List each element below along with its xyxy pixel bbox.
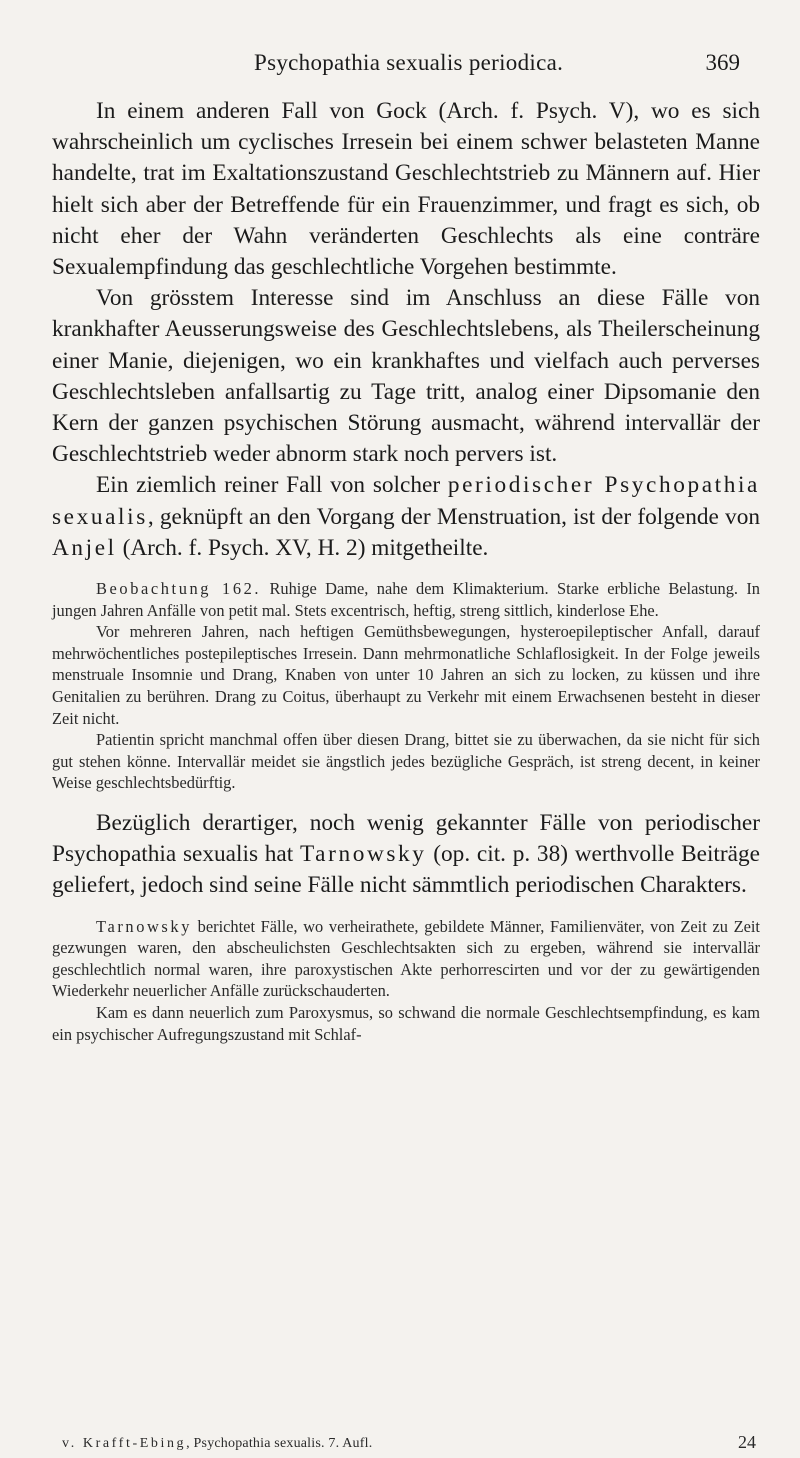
page-number: 369	[705, 50, 740, 75]
observation-behaviour: Patientin spricht manchmal offen über diesen Drang, bittet sie zu überwachen, da sie nicht für sich gut stehen könne. Intervallär meidet sie ängstlich jedes bezügliche Gespräch, ist streng decent, in keiner Weise geschlechtsbedürftig.	[52, 730, 760, 793]
paragraph-anjel-intro: Ein ziemlich reiner Fall von solcher periodischer Psychopathia sexualis, geknüpft an den Vorgang der Menstruation, ist der folgende von Anjel (Arch. f. Psych. XV, H. 2) mitgetheilte.	[52, 472, 760, 561]
observation-intro: Beobachtung 162. Ruhige Dame, nahe dem Klimakterium. Starke erbliche Belastung. In jungen Jahren Anfälle von petit mal. Stets excentrisch, heftig, streng sittlich, kinderlose Ehe.	[52, 579, 760, 620]
tarnowsky-report	[52, 916, 760, 1046]
paragraph-tarnowsky-intro: Bezüglich derartiger, noch wenig gekannter Fälle von periodischer Psychopathia sexualis hat Tarnowsky (op. cit. p. 38) werthvolle Beiträge geliefert, jedoch sind seine Fälle nicht sämmtlich periodischen Charakters.	[52, 809, 760, 899]
observation-label: Beobachtung 162.	[96, 579, 262, 599]
body-text	[52, 96, 760, 1045]
tarnowsky-report-p2: Kam es dann neuerlich zum Paroxysmus, so schwand die normale Geschlechtsempfindung, es kam ein psychischer Aufregungszustand mit Schlaf-	[52, 1002, 760, 1044]
term-psychopathia: periodischer Psychopathia sexualis	[52, 472, 760, 530]
page-footer	[52, 1432, 760, 1456]
observation-history: Vor mehreren Jahren, nach heftigen Gemüthsbewegungen, hysteroepileptischer Anfall, darauf mehrwöchentliches postepileptisches Irresein. Dann mehrmonatliche Schlaflosigkeit. In der Folge jeweils menstruale Insomnie und Drang, Knaben von unter 10 Jahren an sich zu locken, zu küssen und ihre Genitalien zu berühren. Drang zu Coitus, überhaupt zu Verkehr mit einem Erwachsenen besteht in dieser Zeit nicht.	[52, 622, 760, 728]
paragraph-periodic-interest: Von grösstem Interesse sind im Anschluss an diese Fälle von krankhafter Aeusserungsweise des Geschlechtslebens, als Theilerscheinung einer Manie, diejenigen, wo ein krankhaftes und vielfach auch perverses Geschlechtsleben anfallsartig zu Tage tritt, analog einer Dipsomanie den Kern der ganzen psychischen Störung ausmacht, während intervallär der Geschlechtstrieb weder abnorm stark noch pervers ist.	[52, 285, 760, 468]
running-title: Psychopathia sexualis periodica.	[254, 50, 564, 75]
signature-mark: 24	[738, 1432, 756, 1452]
footer-citation: v. Krafft-Ebing, Psychopathia sexualis. 7. Aufl.	[62, 1436, 373, 1451]
paragraph-gock-case: In einem anderen Fall von Gock (Arch. f. Psych. V), wo es sich wahrscheinlich um cyclisches Irresein bei einem schwer belasteten Manne handelte, trat im Exaltationszustand Geschlechtstrieb zu Männern auf. Hier hielt sich aber der Betreffende für ein Frauenzimmer, und fragt es sich, ob nicht eher der Wahn veränderten Geschlechts als eine conträre Sexualempfindung das geschlechtliche Vorgehen bestimmte.	[52, 98, 760, 281]
author-tarnowsky: Tarnowsky	[299, 841, 427, 868]
author-tarnowsky-small: Tarnowsky	[96, 916, 192, 936]
author-anjel: Anjel	[52, 534, 117, 561]
running-head	[0, 50, 800, 84]
observation-162	[52, 578, 760, 794]
tarnowsky-report-p1: Tarnowsky berichtet Fälle, wo verheirathete, gebildete Männer, Familienväter, von Zeit zu Zeit gezwungen waren, den abscheulichsten Geschlechtsakten sich zu ergeben, während sie intervallär geschlechtlich normal waren, ihre paroxystischen Akte perhorrescirten und vor der zu gewärtigenden Wiederkehr neuerlicher Anfälle zurückschauderten.	[52, 916, 760, 1001]
